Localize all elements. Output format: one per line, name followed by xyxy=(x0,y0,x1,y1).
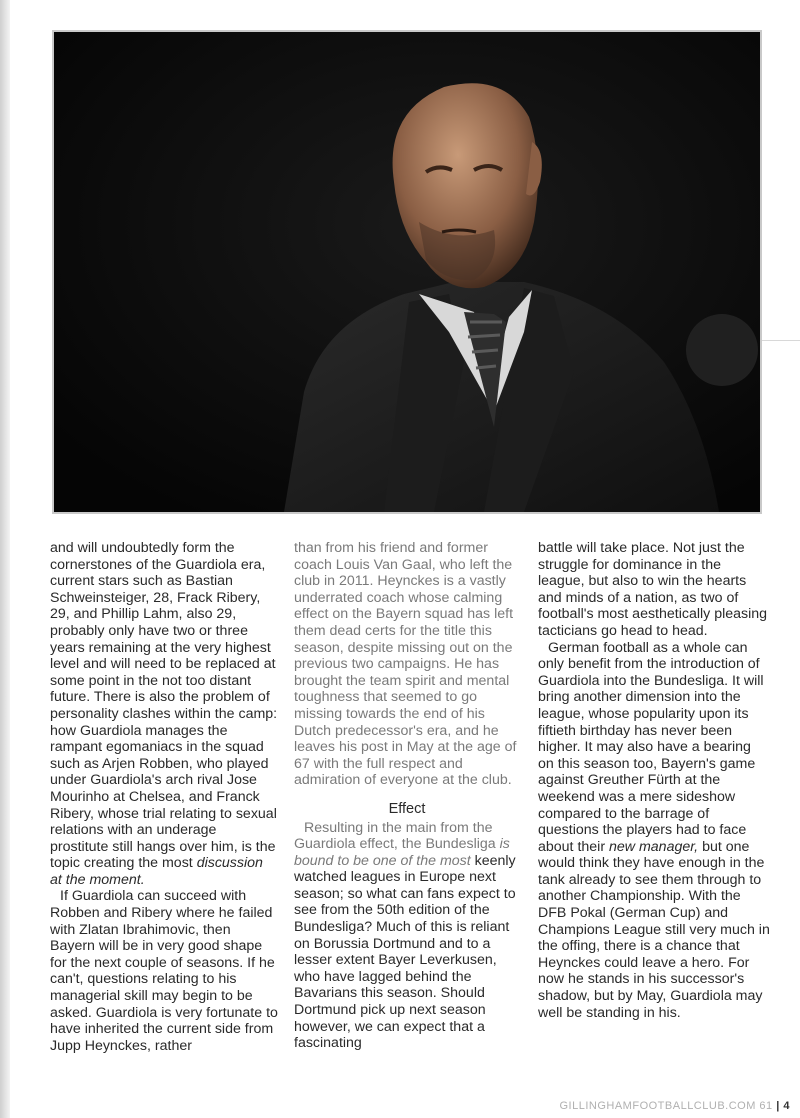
article-body xyxy=(50,540,768,1090)
paragraph: If Guardiola can succeed with Robben and Ribery where he failed with Zlatan Ibrahimovic, then Bayern will be in very good shape for the next couple of seasons. If he can't, questions relating to his managerial skill may begin to be asked. Guardiola is very fortunate to have inherited the current side from Jupp Heynckes, rather xyxy=(50,888,278,1054)
paragraph: than from his friend and former coach Louis Van Gaal, who left the club in 2011. Heynckes is a vastly underrated coach whose calming effect on the Bayern squad has left them dead certs for the title this season, despite missing out on the previous two campaigns. He has brought the team spirit and mental toughness that seemed to go missing towards the end of his Dutch predecessor's era, and he leaves his post in May at the age of 67 with the full respect and admiration of everyone at the club. xyxy=(294,540,517,789)
page-fold-line xyxy=(760,340,800,351)
portrait-photo-icon xyxy=(54,32,760,512)
page-footer xyxy=(470,1100,800,1116)
article-column-3 xyxy=(538,540,770,1021)
paragraph-text: and will undoubtedly form the cornerstones of the Guardiola era, current stars such as Bastian Schweinsteiger, 28, Frack Ribery, 29, and Phillip Lahm, also 29, probably only have two or three years remaining at the very highest level and will need to be replaced at some point in the not too distant future. There is also the problem of personality clashes within the camp: how Guardiola manages the rampant egomaniacs in the squad such as Arjen Robben, who played under Guardiola's arch rival Jose Mourinho at Chelsea, and Franck Ribery, whose trial relating to sexual relations with an underage prostitute still hangs over him, is the topic creating the most xyxy=(50,540,278,872)
paragraph-text: keenly watched leagues in Europe next season; so what can fans expect to see from the 50th edition of the Bundesliga? Much of this is reliant on Borussia Dortmund and to a lesser extent Bayer Leverkusen, who have lagged behind the Bavarians this season. Should Dortmund pick up next season however, we can expect that a fascinating xyxy=(294,852,516,1052)
page-number: | 4 xyxy=(776,1100,790,1112)
paragraph xyxy=(50,540,278,888)
italic-text: discussion at the moment. xyxy=(50,855,263,888)
paragraph-text: but one would think they have enough in the tank already to see them through to another Championship. With the DFB Pokal (German Cup) and Champions League still very much in the offing, there is a chance that Heynckes could leave a hero. For now he stands in his successor's shadow, but by May, Guardiola may well be standing in his. xyxy=(538,838,770,1021)
scan-edge xyxy=(0,0,10,1118)
footer-site-url: GILLINGHAMFOOTBALLCLUB.COM 61 xyxy=(559,1100,773,1112)
section-heading: Effect xyxy=(388,800,426,817)
paragraph-text: Resulting in the main from the Guardiola effect, the Bundesliga xyxy=(294,819,496,853)
article-column-2 xyxy=(294,540,520,1052)
paragraph xyxy=(294,820,520,1052)
portrait-photo xyxy=(52,30,762,514)
paragraph: battle will take place. Not just the struggle for dominance in the league, but also to win the hearts and minds of a nation, as two of football's most aesthetically pleasing tacticians go head to head. xyxy=(538,540,768,639)
paragraph-text: German football as a whole can only benefit from the introduction of Guardiola into the Bundesliga. It will bring another dimension into the league, whose popularity upon its fiftieth birthday has never been higher. It may also have a bearing on this season too, Bayern's game against Greuther Fürth at the weekend was a mere sideshow compared to the barrage of questions the players had to face about their xyxy=(538,639,764,855)
paragraph xyxy=(538,640,770,1022)
italic-text: new manager, xyxy=(609,838,699,855)
article-column-1 xyxy=(50,540,278,1054)
italic-text: is bound to be one of the most xyxy=(294,836,510,869)
